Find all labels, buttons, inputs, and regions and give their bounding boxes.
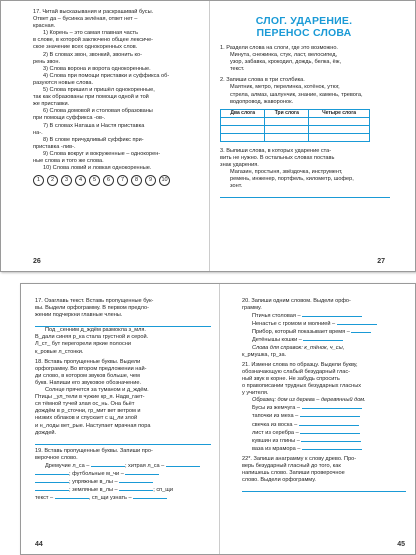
answer-line[interactable]: [220, 190, 390, 198]
answer-blank[interactable]: [302, 404, 362, 409]
answer-blank[interactable]: [337, 320, 377, 325]
exercise-2-task: 2. Запиши слова в три столбика.: [220, 77, 305, 84]
page-number: 45: [397, 541, 405, 548]
answer-blank[interactable]: [300, 429, 360, 434]
page-number: 44: [35, 541, 43, 548]
bead-circle[interactable]: 5: [89, 175, 100, 186]
text-line: к_рмушка, гр_за.: [242, 351, 287, 358]
table-cell[interactable]: [221, 133, 265, 141]
heading-line: СЛОГ. УДАРЕНИЕ.: [255, 15, 353, 27]
text-line: водопровод, жаворонок.: [230, 98, 294, 105]
text-line: Солнце прячется за туманом и д_ждём.: [45, 387, 149, 394]
exercise-18-task: 18. Вставь пропущенные буквы. Выдели: [35, 358, 141, 365]
answer-line[interactable]: [35, 319, 211, 327]
section-heading: [220, 15, 388, 39]
text-line: Слова для справок: к_тёнок, ч_сы,: [252, 344, 345, 351]
table-cell[interactable]: [265, 125, 309, 133]
text-line: узор, забавка, крокодил, дождь, белка, ёж,: [230, 59, 342, 66]
text-line: знак ударения.: [220, 162, 259, 169]
text-line: верь безударный гласный до того, как: [242, 462, 341, 469]
answer-blank[interactable]: [119, 486, 153, 491]
table-header: Три слога: [265, 109, 309, 117]
page-number: 26: [33, 258, 41, 265]
text-line: В_дали синяя р_ка стала грустной и серой.: [35, 334, 149, 341]
text-line: обозначающую слабый безударный глас-: [242, 368, 350, 375]
table-cell[interactable]: [309, 125, 370, 133]
bead-circle[interactable]: 6: [103, 175, 114, 186]
table-cell[interactable]: [221, 125, 265, 133]
bead-circle[interactable]: 10: [159, 175, 170, 186]
heading-line: ПЕРЕНОС СЛОВА: [256, 27, 352, 39]
exercise-block: [242, 298, 406, 492]
text-line: зонт.: [230, 183, 243, 190]
text-line: 10) Слова ловий и ловкая однокоренные.: [43, 165, 152, 172]
text-fragment: ; футбольные м_чи –: [69, 470, 124, 477]
text-line: букв. Напиши его звуковое обозначение.: [35, 379, 141, 386]
text-line: 7) В словах Наташа и Настя приставка: [43, 122, 145, 129]
bead-circle[interactable]: 2: [47, 175, 58, 186]
text-line: 5) Слова пришил и пришёл однокоренные,: [43, 87, 155, 94]
text-line: низких облаков и спускает с щ_ли злой: [35, 415, 138, 422]
bead-circle[interactable]: 4: [75, 175, 86, 186]
table-header: Два слога: [221, 109, 265, 117]
answer-blank[interactable]: [166, 462, 200, 467]
text-line: дождём в р_сточни, гр_мит вет ветром и: [35, 408, 141, 415]
text-line: стрела, алмаз, шалунчик, знание, камень, тревога,: [230, 91, 363, 98]
text-line: красная.: [33, 23, 56, 30]
page-27: [210, 1, 416, 271]
text-fragment: ваза из мрамора –: [252, 445, 301, 452]
text-line: Минута, снежинка, стук, ласт, велосипед,: [230, 52, 338, 59]
text-line: ремень, инженер, портфель, километр, шофер,: [230, 176, 354, 183]
text-fragment: Дремучие л_са –: [45, 462, 90, 469]
answer-line[interactable]: [242, 484, 406, 492]
text-fragment: тапочки из меха –: [252, 413, 299, 420]
text-line: Птицы _ул_тели в чужие кр_я. Надв_гает-: [35, 394, 145, 401]
text-fragment: свечка из воска –: [252, 421, 298, 428]
answer-blank[interactable]: [300, 412, 360, 417]
text-line: ся тёмной тучей злая ос_нь. Она бьёт: [35, 401, 135, 408]
answer-blank[interactable]: [35, 470, 69, 475]
text-line: текст.: [230, 66, 245, 73]
text-fragment: кувшин из глины –: [252, 437, 300, 444]
bead-circle[interactable]: 1: [33, 175, 44, 186]
exercise-22-task: 22*. Запиши анаграмму к слову древо. Про-: [242, 455, 357, 462]
text-line: 8) В слове причудливый суффикс при-: [43, 136, 144, 143]
answer-blank[interactable]: [301, 437, 361, 442]
bead-chain: [33, 175, 201, 186]
text-line: 2) В словах звон, звонкий, звонить ко-: [43, 51, 142, 58]
exercise-block: [220, 45, 390, 198]
exercise-block: [35, 298, 211, 502]
answer-blank[interactable]: [302, 445, 362, 450]
text-line: к_ровые л_стонки.: [35, 348, 84, 355]
text-line: при помощи суффикса -ов-.: [33, 115, 106, 122]
text-line: разуются новые слова.: [33, 79, 94, 86]
table-header: Четыре слога: [309, 109, 370, 117]
text-line: 17. Читай высказывания и раскрашивай бусы.: [33, 9, 154, 15]
text-line: же приставки.: [33, 101, 70, 108]
answer-blank[interactable]: [35, 486, 69, 491]
text-line: и н_лоды вет_рые. Наступает мрачная пора: [35, 422, 151, 429]
text-fragment: лист из серебра –: [252, 429, 299, 436]
bead-circle[interactable]: 9: [145, 175, 156, 186]
page-number: 27: [377, 258, 385, 265]
text-line: вы. Выдели орфограмму. В первом предло-: [35, 305, 149, 312]
text-line: 1) Корень – это самая главная часть: [43, 30, 139, 37]
answer-blank[interactable]: [119, 478, 153, 483]
text-line: так как образованы при помощи одной и той: [33, 94, 149, 101]
table-cell[interactable]: [221, 117, 265, 125]
text-fragment: Прибор, который показывает время –: [252, 329, 350, 336]
text-line: ское значение всех однокоренных слов.: [33, 44, 138, 51]
book-spread-top: [0, 0, 416, 272]
text-line: Магазин, простыня, звёздочка, инструмент,: [230, 169, 343, 176]
bead-circle[interactable]: 3: [61, 175, 72, 186]
text-fragment: ; сп_щи: [153, 487, 174, 494]
table-cell[interactable]: [265, 133, 309, 141]
exercise-21-task: 21. Измени слова по образцу. Выдели букву,: [242, 361, 358, 368]
text-line: на-.: [33, 129, 43, 136]
table-cell[interactable]: [265, 117, 309, 125]
answer-blank[interactable]: [299, 421, 359, 426]
text-fragment: ; упряжные в_лы –: [69, 479, 118, 486]
book-spread-bottom: [20, 283, 416, 555]
page-26: [1, 1, 209, 271]
text-line: Образец: дом из дерева – деревянный дом.: [252, 397, 366, 404]
text-fragment: Птичья столовая –: [252, 313, 301, 320]
exercise-20-task: 20. Запиши одним словом. Выдели орфо-: [242, 298, 351, 304]
text-line: о правописании трудных безударных гласных: [242, 383, 362, 390]
text-line: в слове, в которой заключено общее лексиче-: [33, 37, 154, 44]
text-line: 9) Слова вокруг и вокруженные – однокорен-: [43, 150, 161, 157]
text-line: верочное слово.: [35, 454, 78, 461]
answer-blank[interactable]: [125, 470, 159, 475]
table-cell[interactable]: [309, 117, 370, 125]
text-fragment: ; хитрая л_са –: [124, 462, 165, 469]
answer-blank[interactable]: [35, 478, 69, 483]
syllable-table: [220, 109, 370, 142]
text-line: ди слово, в котором звуков больше, чем: [35, 372, 140, 379]
answer-blank[interactable]: [91, 462, 125, 467]
answer-blank[interactable]: [303, 336, 343, 341]
text-fragment: , сп_щи узнать –: [88, 495, 132, 502]
text-line: напишешь слово. Запиши проверочное: [242, 470, 345, 477]
answer-blank[interactable]: [351, 328, 371, 333]
text-line: Маятник, метро, перелинка, котёнок, утюг,: [230, 84, 340, 91]
text-line: 6) Слова домовой и столовая образованы: [43, 108, 153, 115]
page-44: [21, 284, 219, 554]
text-line: орфограмму. Во втором предложении най-: [35, 365, 147, 372]
text-line: ный звук в корне. Не забудь спросить: [242, 375, 340, 382]
text-line: 4) Слова при помощи приставки и суффикса об-: [43, 72, 170, 79]
text-line: вить не нужно. В остальных словах поставь: [220, 154, 335, 161]
bead-circle[interactable]: 7: [117, 175, 128, 186]
exercise-3-task: 3. Выпиши слова, в которых ударение ста-: [220, 147, 332, 154]
text-fragment: Ненастье с громом и молнией –: [252, 321, 336, 328]
exercise-19-task: 19. Вставь пропущенные буквы. Запиши про-: [35, 447, 153, 454]
text-line: ные слова и того же слова.: [33, 157, 104, 164]
exercise-17-text: [33, 9, 201, 186]
text-line: жении подчеркни главные члены.: [35, 312, 123, 319]
text-fragment: ; земляные в_лы –: [69, 487, 118, 494]
exercise-17-task: 17. Озаглавь текст. Вставь пропущенные бук-: [35, 298, 154, 304]
text-line: 3) Слова ворона и ворота однокоренные.: [43, 65, 151, 72]
text-fragment: Бусы из жемчуга –: [252, 405, 300, 412]
text-fragment: текст –: [35, 495, 54, 502]
text-line: приставка -лив-.: [33, 143, 76, 150]
exercise-1-task: 1. Раздели слова на слоги, где это возможно.: [220, 45, 338, 51]
text-line: дождей.: [35, 429, 57, 436]
text-fragment: Детёнышы кошки –: [252, 337, 302, 344]
text-line: Л_ст_ бут перегорели яркие полосни: [35, 341, 132, 348]
text-line: Под _сенним д_ждём размокла з_мля.: [45, 327, 146, 334]
text-line: рень звон.: [33, 58, 61, 65]
text-line: у учителя.: [242, 390, 269, 397]
bead-circle[interactable]: 8: [131, 175, 142, 186]
answer-blank[interactable]: [55, 494, 89, 499]
text-line: Ответ да – бусинка зелёная, ответ нет –: [33, 16, 138, 23]
answer-blank[interactable]: [302, 312, 362, 317]
text-line: слово. Выдели орфограмму.: [242, 477, 316, 484]
answer-line[interactable]: [35, 437, 211, 445]
table-cell[interactable]: [309, 133, 370, 141]
answer-blank[interactable]: [133, 494, 167, 499]
text-line: грамму.: [242, 305, 262, 312]
page-45: [220, 284, 416, 554]
